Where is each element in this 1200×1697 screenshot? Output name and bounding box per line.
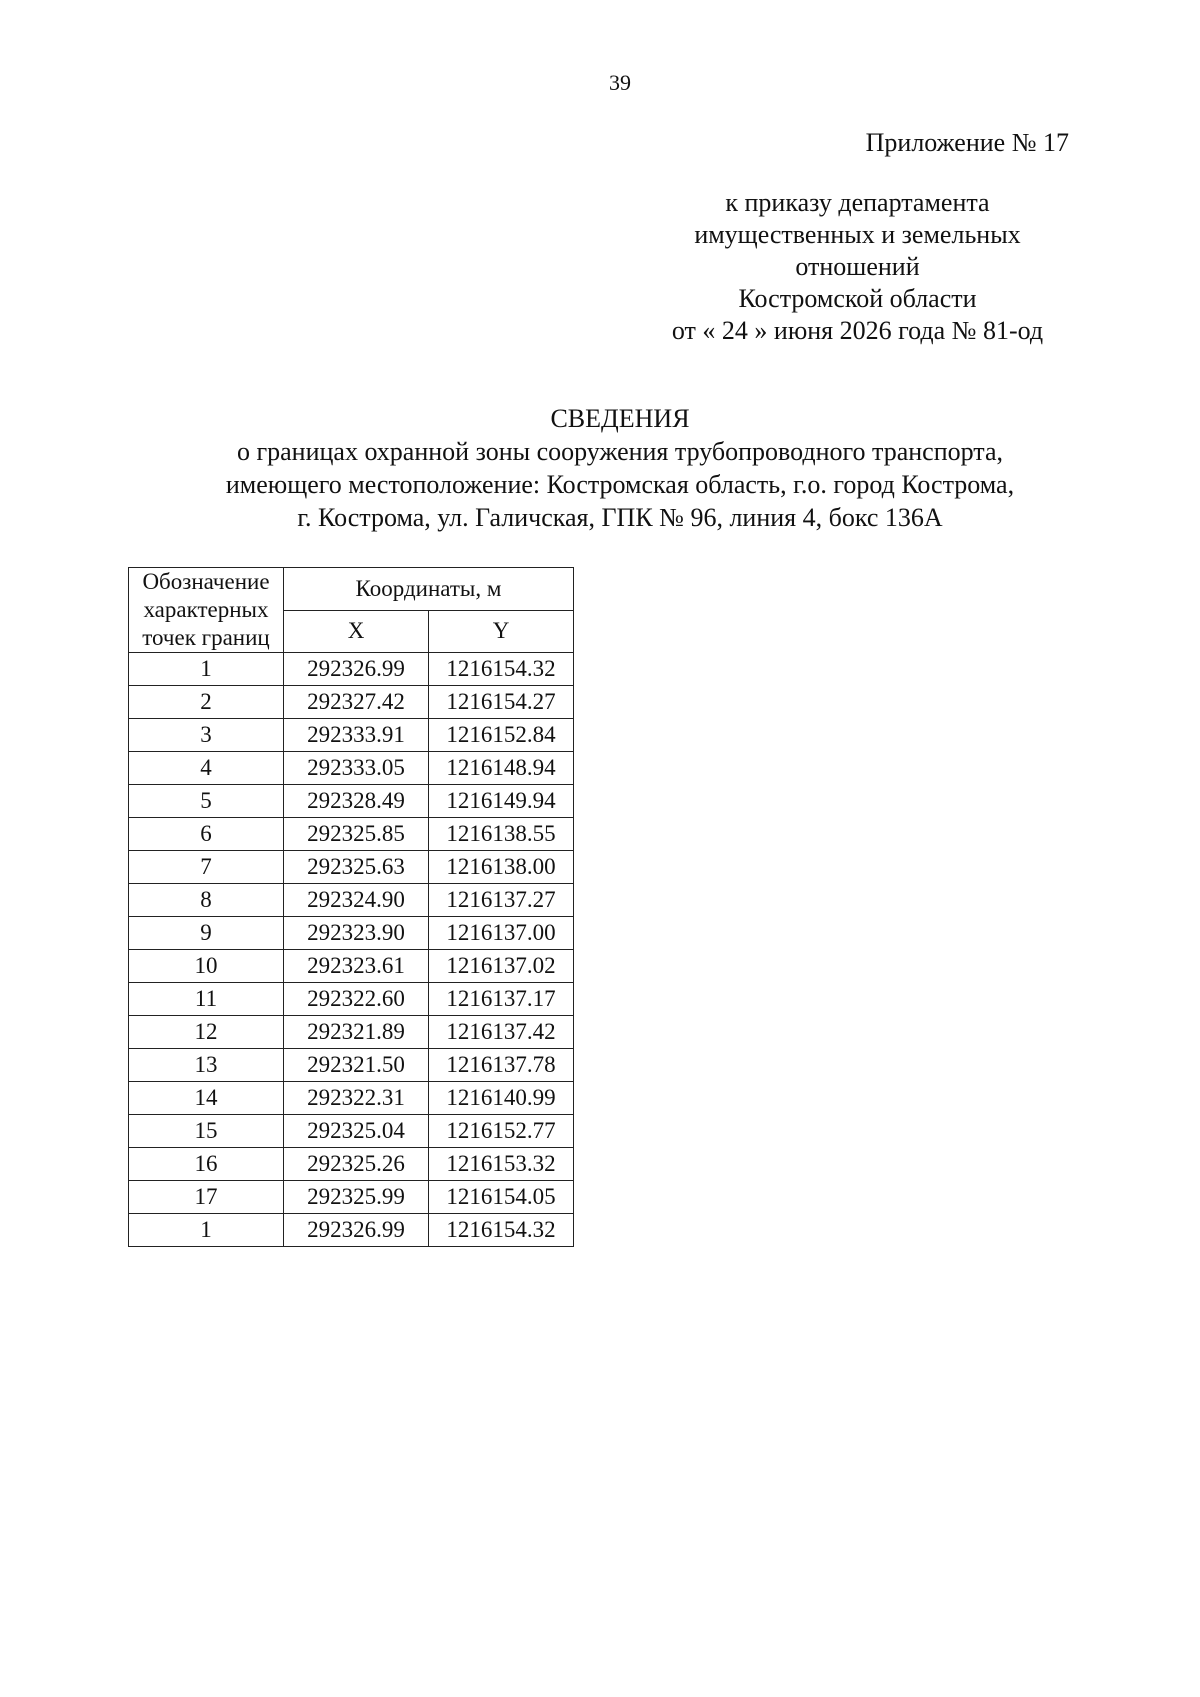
- y-column-header: Y: [429, 610, 574, 653]
- x-cell: 292326.99: [284, 1214, 429, 1247]
- point-cell: 14: [129, 1082, 284, 1115]
- table-row: [129, 917, 574, 950]
- heading-line: о границах охранной зоны сооружения трубопроводного транспорта,: [236, 437, 1004, 466]
- coordinates-column-header: Координаты, м: [284, 568, 574, 611]
- x-cell: 292322.31: [284, 1082, 429, 1115]
- y-cell: 1216140.99: [429, 1082, 574, 1115]
- table-row: [129, 686, 574, 719]
- x-cell: 292323.90: [284, 917, 429, 950]
- table-row: [129, 884, 574, 917]
- point-cell: 7: [129, 851, 284, 884]
- point-header-line: точек границ: [142, 625, 270, 650]
- y-cell: 1216137.78: [429, 1049, 574, 1082]
- table-header-row: [129, 568, 574, 611]
- y-cell: 1216137.27: [429, 884, 574, 917]
- x-cell: 292325.99: [284, 1181, 429, 1214]
- page-number: 39: [609, 70, 631, 95]
- x-cell: 292322.60: [284, 983, 429, 1016]
- order-line: от « 24 » июня 2026 года № 81-од: [671, 316, 1044, 345]
- y-cell: 1216152.84: [429, 719, 574, 752]
- point-cell: 12: [129, 1016, 284, 1049]
- point-cell: 8: [129, 884, 284, 917]
- order-line: отношений: [795, 252, 920, 281]
- x-cell: 292321.50: [284, 1049, 429, 1082]
- heading-line: имеющего местоположение: Костромская область, г.о. город Кострома,: [225, 470, 1015, 499]
- x-cell: 292326.99: [284, 653, 429, 686]
- point-cell: 4: [129, 752, 284, 785]
- table-row: [129, 1016, 574, 1049]
- point-header-line: характерных: [143, 597, 269, 622]
- y-cell: 1216154.27: [429, 686, 574, 719]
- x-cell: 292325.04: [284, 1115, 429, 1148]
- table-row: [129, 1148, 574, 1181]
- y-cell: 1216153.32: [429, 1148, 574, 1181]
- point-cell: 3: [129, 719, 284, 752]
- table-row: [129, 983, 574, 1016]
- order-line: к приказу департамента: [725, 188, 990, 217]
- x-cell: 292325.85: [284, 818, 429, 851]
- point-cell: 10: [129, 950, 284, 983]
- point-cell: 15: [129, 1115, 284, 1148]
- point-cell: 16: [129, 1148, 284, 1181]
- table-row: [129, 1181, 574, 1214]
- x-cell: 292321.89: [284, 1016, 429, 1049]
- heading-line: г. Кострома, ул. Галичская, ГПК № 96, линия 4, бокс 136А: [297, 503, 943, 532]
- x-cell: 292333.91: [284, 719, 429, 752]
- y-cell: 1216154.32: [429, 653, 574, 686]
- y-cell: 1216154.05: [429, 1181, 574, 1214]
- point-cell: 11: [129, 983, 284, 1016]
- table-row: [129, 818, 574, 851]
- point-cell: 17: [129, 1181, 284, 1214]
- x-cell: 292325.26: [284, 1148, 429, 1181]
- table-row: [129, 851, 574, 884]
- x-cell: 292333.05: [284, 752, 429, 785]
- y-cell: 1216138.55: [429, 818, 574, 851]
- y-cell: 1216154.32: [429, 1214, 574, 1247]
- table-row: [129, 719, 574, 752]
- point-cell: 1: [129, 1214, 284, 1247]
- table-row: [129, 785, 574, 818]
- y-cell: 1216137.02: [429, 950, 574, 983]
- table-row: [129, 752, 574, 785]
- point-cell: 9: [129, 917, 284, 950]
- appendix-label: Приложение № 17: [865, 128, 1069, 157]
- y-cell: 1216137.42: [429, 1016, 574, 1049]
- point-cell: 6: [129, 818, 284, 851]
- table-row: [129, 1049, 574, 1082]
- order-reference: [630, 187, 1085, 347]
- document-title: СВЕДЕНИЯ: [550, 404, 690, 433]
- y-cell: 1216137.17: [429, 983, 574, 1016]
- y-cell: 1216137.00: [429, 917, 574, 950]
- y-cell: 1216152.77: [429, 1115, 574, 1148]
- x-column-header: X: [284, 610, 429, 653]
- point-cell: 2: [129, 686, 284, 719]
- x-cell: 292327.42: [284, 686, 429, 719]
- coordinates-table: [128, 567, 574, 1247]
- y-cell: 1216148.94: [429, 752, 574, 785]
- point-cell: 1: [129, 653, 284, 686]
- table-body: [129, 653, 574, 1247]
- point-header-line: Обозначение: [142, 569, 270, 594]
- point-cell: 13: [129, 1049, 284, 1082]
- x-cell: 292325.63: [284, 851, 429, 884]
- x-cell: 292323.61: [284, 950, 429, 983]
- order-line: Костромской области: [738, 284, 977, 313]
- y-cell: 1216149.94: [429, 785, 574, 818]
- table-row: [129, 653, 574, 686]
- table-row: [129, 1115, 574, 1148]
- table-row: [129, 1214, 574, 1247]
- table-row: [129, 1082, 574, 1115]
- table-row: [129, 950, 574, 983]
- order-line: имущественных и земельных: [694, 220, 1021, 249]
- point-column-header: [129, 568, 284, 653]
- document-heading: [0, 402, 1200, 534]
- x-cell: 292328.49: [284, 785, 429, 818]
- point-cell: 5: [129, 785, 284, 818]
- y-cell: 1216138.00: [429, 851, 574, 884]
- x-cell: 292324.90: [284, 884, 429, 917]
